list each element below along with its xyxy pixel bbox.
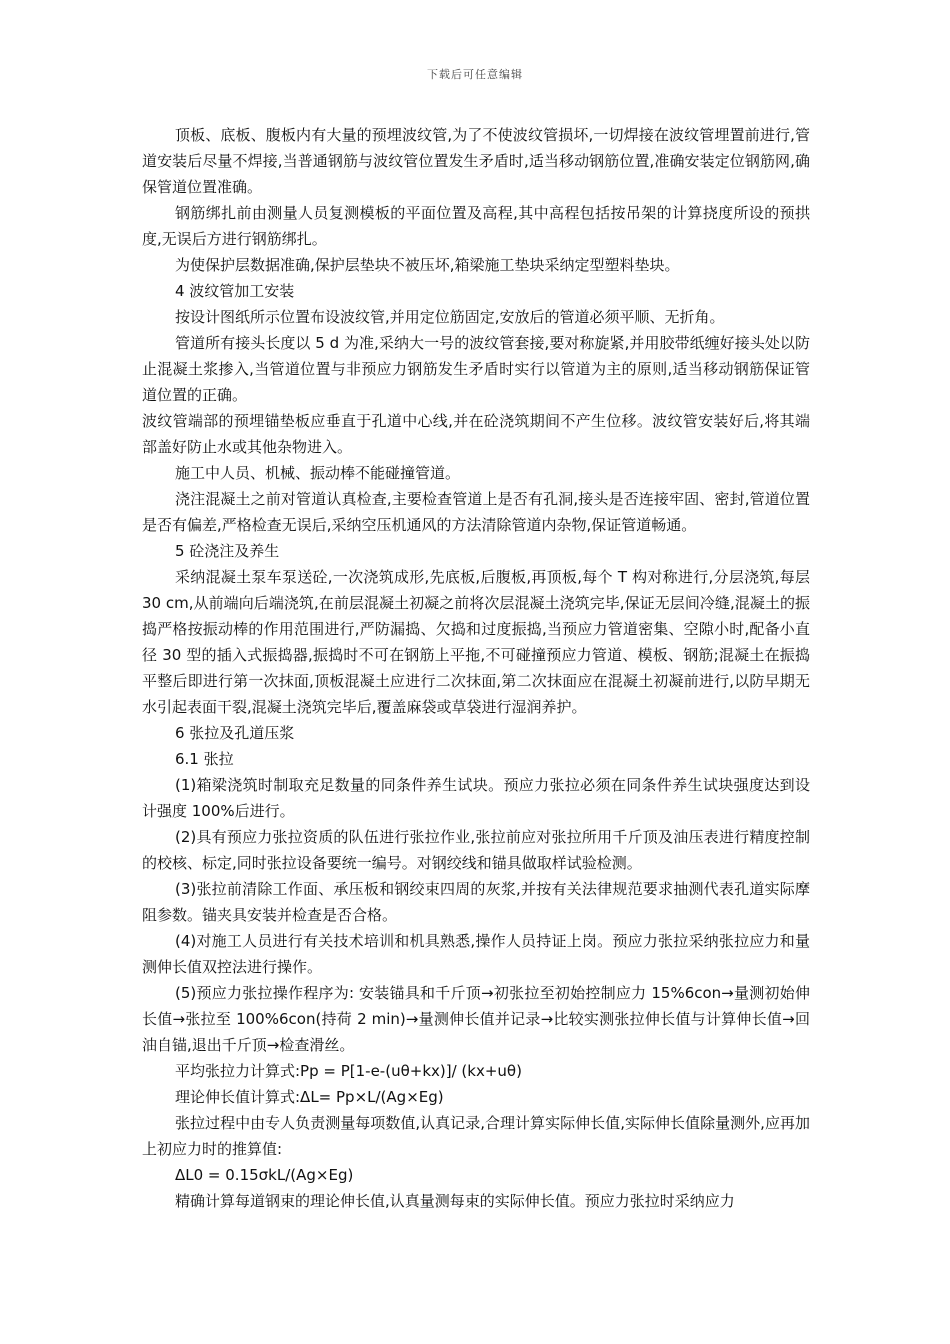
formula: 理论伸长值计算式:ΔL= Pp×L/(Ag×Eg) (175, 1088, 444, 1106)
subsection-heading: 6.1 张拉 (175, 750, 234, 768)
section-heading: 6 张拉及孔道压浆 (175, 724, 295, 742)
paragraph: 按设计图纸所示位置布设波纹管,并用定位筋固定,安放后的管道必须平顺、无折角。 (175, 308, 725, 326)
formula: 平均张拉力计算式:Pp = P[1-e-(uθ+kx)]/ (kx+uθ) (175, 1062, 522, 1080)
list-item: (4)对施工人员进行有关技术培训和机具熟悉,操作人员持证上岗。预应力张拉采纳张拉应力和量测伸长值双控法进行操作。 (142, 932, 810, 976)
list-item: (1)箱梁浇筑时制取充足数量的同条件养生试块。预应力张拉必须在同条件养生试块强度达到设计强度 100%后进行。 (142, 776, 810, 820)
paragraph: 为使保护层数据准确,保护层垫块不被压坏,箱梁施工垫块采纳定型塑料垫块。 (175, 256, 680, 274)
paragraph: 施工中人员、机械、振动棒不能碰撞管道。 (175, 464, 461, 482)
list-item: (3)张拉前清除工作面、承压板和钢绞束四周的灰浆,并按有关法律规范要求抽测代表孔道实际摩阻参数。锚夹具安装并检查是否合格。 (142, 880, 810, 924)
paragraph: 波纹管端部的预埋锚垫板应垂直于孔道中心线,并在砼浇筑期间不产生位移。波纹管安装好后,将其端部盖好防止水或其他杂物进入。 (142, 412, 810, 456)
list-item: (5)预应力张拉操作程序为: 安装锚具和千斤顶→初张拉至初始控制应力 15%6con→量测初始伸长值→张拉至 100%6con(持荷 2 min)→量测伸长值并记录→比较实测张拉伸长值与计算伸长值→回油自锚,退出千斤顶→检查滑丝。 (142, 984, 810, 1054)
section-heading: 5 砼浇注及养生 (175, 542, 280, 560)
section-heading: 4 波纹管加工安装 (175, 282, 295, 300)
paragraph: 浇注混凝土之前对管道认真检查,主要检查管道上是否有孔洞,接头是否连接牢固、密封,管道位置是否有偏差,严格检查无误后,采纳空压机通风的方法清除管道内杂物,保证管道畅通。 (142, 490, 810, 534)
paragraph: 顶板、底板、腹板内有大量的预埋波纹管,为了不使波纹管损坏,一切焊接在波纹管埋置前进行,管道安装后尽量不焊接,当普通钢筋与波纹管位置发生矛盾时,适当移动钢筋位置,准确安装定位钢筋网,确保管道位置准确。 (142, 126, 810, 196)
page-header: 下载后可任意编辑 (427, 68, 523, 81)
formula: ΔL0 = 0.15σkL/(Ag×Eg) (175, 1166, 354, 1184)
paragraph: 钢筋绑扎前由测量人员复测模板的平面位置及高程,其中高程包括按吊架的计算挠度所设的预拱度,无误后方进行钢筋绑扎。 (142, 204, 810, 248)
paragraph: 采纳混凝土泵车泵送砼,一次浇筑成形,先底板,后腹板,再顶板,每个 T 构对称进行,分层浇筑,每层 30 cm,从前端向后端浇筑,在前层混凝土初凝之前将次层混凝土浇筑完毕,保证无层间冷缝,混凝土的振捣严格按振动棒的作用范围进行,严防漏捣、欠捣和过度振捣,当预应力管道密集、空隙小时,配备小直径 30 型的插入式振捣器,振捣时不可在钢筋上平拖,不可碰撞预应力管道、模板、钢筋;混凝土在振捣平整后即进行第一次抹面,顶板混凝土应进行二次抹面,第二次抹面应在混凝土初凝前进行,以防早期无水引起表面干裂,混凝土浇筑完毕后,覆盖麻袋或草袋进行湿润养护。 (142, 568, 810, 716)
paragraph: 管道所有接头长度以 5 d 为准,采纳大一号的波纹管套接,要对称旋紧,并用胶带纸缠好接头处以防止混凝土浆掺入,当管道位置与非预应力钢筋发生矛盾时实行以管道为主的原则,适当移动钢筋保证管道位置的正确。 (142, 334, 810, 404)
document-body (142, 122, 810, 1214)
paragraph: 张拉过程中由专人负责测量每项数值,认真记录,合理计算实际伸长值,实际伸长值除量测外,应再加上初应力时的推算值: (142, 1114, 810, 1158)
list-item: (2)具有预应力张拉资质的队伍进行张拉作业,张拉前应对张拉所用千斤顶及油压表进行精度控制的校核、标定,同时张拉设备要统一编号。对钢绞线和锚具做取样试验检测。 (142, 828, 810, 872)
paragraph: 精确计算每道钢束的理论伸长值,认真量测每束的实际伸长值。预应力张拉时采纳应力 (175, 1192, 735, 1210)
